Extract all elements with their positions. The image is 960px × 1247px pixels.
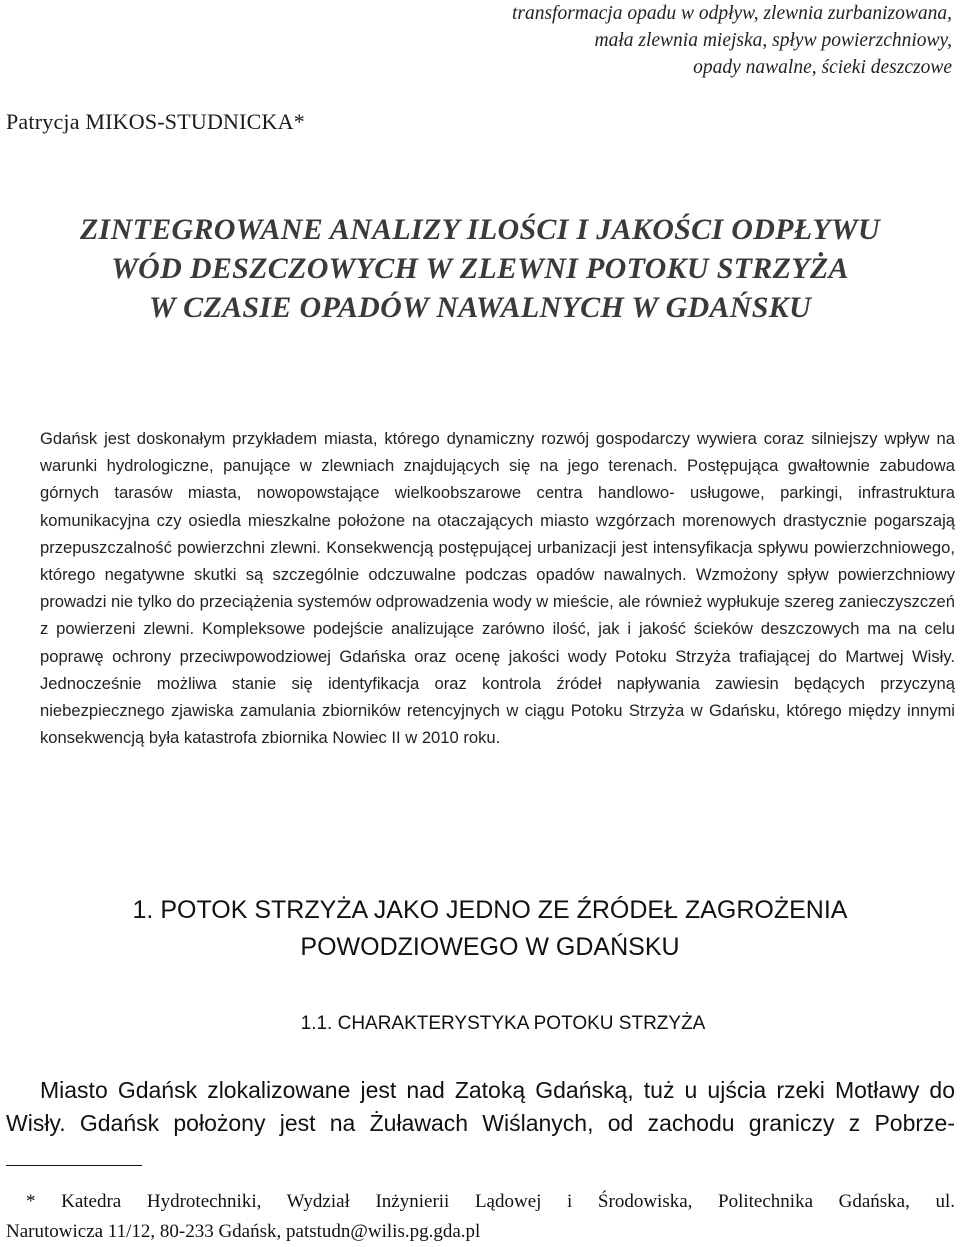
keywords-line: opady nawalne, ścieki deszczowe xyxy=(693,57,952,78)
body-line: Wisły. Gdańsk położony jest na Żuławach Wiślanych, od zachodu graniczy z Pobrze- xyxy=(6,1110,955,1136)
abstract: Gdańsk jest doskonałym przykładem miasta, którego dynamiczny rozwój gospodarczy wywiera coraz silniejszy wpływ na warunki hydrologiczne, panujące w zlewniach znajdujących się na jego terenach. Postępująca gwałtownie zabudowa górnych tarasów miasta, nowopowstające wielkoobszarowe centra handlowo- usługowe, parkingi, infrastruktura komunikacyjna czy osiedla mieszkalne położone na otaczających miasto wzgórzach morenowych drastycznie pogarszają przepuszczalność powierzchni zlewni. Konsekwencją postępującej urbanizacji jest intensyfikacja spływu powierzchniowego, którego negatywne skutki są szczególnie odczuwalne podczas opadów nawalnych. Wzmożony spływ powierzchniowy prowadzi nie tylko do przeciążenia systemów odprowadzenia wody w mieście, ale również wypłukuje szereg zanieczyszczeń z powierzeni zlewni. Kompleksowe podejście analizujące zarówno ilość, jak i jakość ścieków deszczowych ma na celu poprawę ochrony przeciwpowodziowej Gdańska oraz ocenę jakości wody Potoku Strzyża trafiającej do Martwej Wisły. Jednocześnie możliwa stanie się identyfikacja oraz kontrola źródeł napływania zawiesin będących przyczyną niebezpiecznego zjawiska zamulania zbiorników retencyjnych w ciągu Potoku Strzyża w Gdańsku, którego między innymi konsekwencją była katastrofa zbiornika Nowiec II w 2010 roku. xyxy=(40,429,955,748)
footnote-rule xyxy=(6,1165,142,1166)
subsection-heading: 1.1. CHARAKTERYSTYKA POTOKU STRZYŻA xyxy=(300,1013,706,1034)
title-line: ZINTEGROWANE ANALIZY ILOŚCI I JAKOŚCI ODPŁYWU xyxy=(80,213,880,246)
body-line: Miasto Gdańsk zlokalizowane jest nad Zatoką Gdańską, tuż u ujścia rzeki Motławy do xyxy=(40,1077,955,1103)
footnote xyxy=(6,1187,955,1247)
keywords-line: transformacja opadu w odpływ, zlewnia zurbanizowana, xyxy=(511,3,952,24)
footnote-line: * Katedra Hydrotechniki, Wydział Inżynierii Lądowej i Środowiska, Politechnika Gdańska, ul. xyxy=(26,1191,955,1212)
keywords xyxy=(512,0,952,81)
footnote-line: Narutowicza 11/12, 80-233 Gdańsk, patstudn@wilis.pg.gda.pl xyxy=(6,1221,481,1242)
keywords-line: mała zlewnia miejska, spływ powierzchniowy, xyxy=(594,30,952,51)
title-line: WÓD DESZCZOWYCH W ZLEWNI POTOKU STRZYŻA xyxy=(111,252,849,285)
section-heading-line: POWODZIOWEGO W GDAŃSKU xyxy=(300,933,680,961)
author-name: Patrycja MIKOS-STUDNICKA* xyxy=(6,109,305,134)
title-line: W CZASIE OPADÓW NAWALNYCH W GDAŃSKU xyxy=(148,291,812,324)
section-heading-line: 1. POTOK STRZYŻA JAKO JEDNO ZE ŹRÓDEŁ ZAGROŻENIA xyxy=(132,896,848,924)
section-heading xyxy=(0,892,960,966)
body-paragraph xyxy=(6,1074,955,1140)
paper-title xyxy=(0,210,960,327)
